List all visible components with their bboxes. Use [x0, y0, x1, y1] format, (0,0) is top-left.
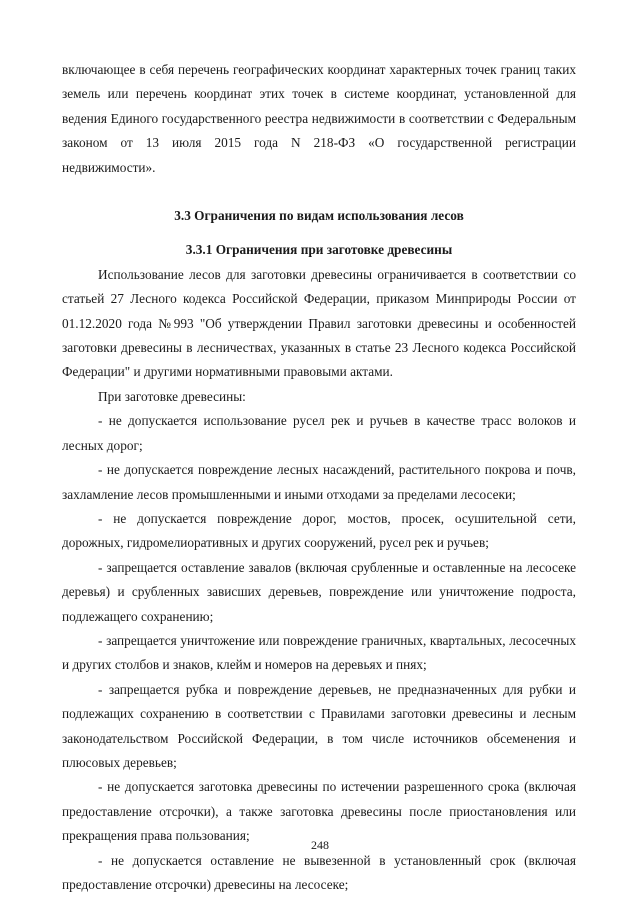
list-item: - не допускается оставление не вывезенной в установленный срок (включая предоставление отсрочки) древесины на лесосеке; — [62, 852, 576, 892]
intro-paragraph: включающее в себя перечень географических координат характерных точек границ таких земель или перечень координат этих точек в системе координат, установленной для ведения Единого государственного реестра недвижимости в соответствии с Федеральным законом от 13 июля 2015 года N 218-ФЗ «О государственной регистрации недвижимости». — [62, 62, 576, 175]
page-number: 248 — [311, 838, 329, 852]
list-item: - не допускается использование русел рек и ручьев в качестве трасс волоков и лесных дорог; — [62, 413, 576, 453]
list-item: - не допускается повреждение лесных насаждений, растительного покрова и почв, захламление лесов промышленными и иными отходами за пределами лесосеки; — [62, 462, 576, 502]
page-content — [62, 58, 576, 897]
list-item: - запрещается уничтожение или повреждение граничных, квартальных, лесосечных и других столбов и знаков, клейм и номеров на деревьях и пнях; — [62, 632, 576, 673]
list-item: - запрещается рубка и повреждение деревьев, не предназначенных для рубки и подлежащих сохранению в соответствии с Правилами заготовки древесины и лесным законодательством Российской Федерации, в том числе источников обсеменения и плюсовых деревьев; — [62, 681, 576, 770]
list-item: - не допускается повреждение дорог, мостов, просек, осушительной сети, дорожных, гидромелиоративных и других сооружений, русел рек и ручьев; — [62, 510, 576, 551]
paragraph-usage-restriction: Использование лесов для заготовки древесины ограничивается в соответствии со статьей 27 Лесного кодекса Российской Федерации, приказом Минприроды России от 01.12.2020 года №993 "Об утверждении Правил заготовки древесины и особенностей заготовки древесины в лесничествах, указанных в статье 23 Лесного кодекса Российской Федерации" и другими нормативными правовыми актами. — [62, 266, 576, 380]
paragraph-list-intro: При заготовке древесины: — [98, 388, 246, 404]
subsection-heading: 3.3.1 Ограничения при заготовке древесины — [185, 242, 453, 258]
list-item: - не допускается заготовка древесины по истечении разрешенного срока (включая предоставление отсрочки), а также заготовка древесины после приостановления или прекращения права пользования; — [62, 779, 576, 844]
section-heading: 3.3 Ограничения по видам использования лесов — [174, 208, 464, 224]
list-item: - запрещается оставление завалов (включая срубленные и оставленные на лесосеке деревья) и срубленных зависших деревьев, повреждение или уничтожение подроста, подлежащего сохранению; — [62, 559, 576, 624]
